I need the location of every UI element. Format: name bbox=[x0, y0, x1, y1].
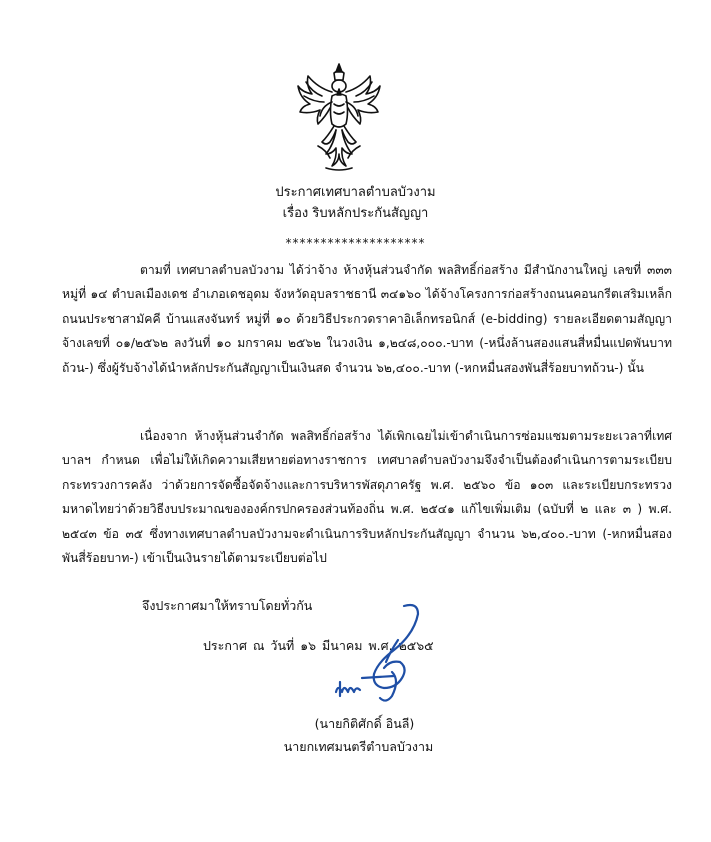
signer-name: (นายกิติศักดิ์ อินลี) bbox=[314, 716, 415, 731]
handwritten-signature bbox=[334, 600, 444, 710]
body-paragraph-1: ตามที่ เทศบาลตำบลบัวงาม ได้ว่าจ้าง ห้างหุ้นส่วนจำกัด พลสิทธิ์ก่อสร้าง มีสำนักงานใหญ่ เลขที่ ๓๓๓ หมู่ที่ ๑๔ ตำบลเมืองเดช อำเภอเดชอุดม จังหวัดอุบลราชธานี ๓๔๑๖๐ ได้จ้างโครงการก่อสร้างถนนคอนกรีตเสริมเหล็ก ถนนประชาสามัคคี บ้านแสงจันทร์ หมู่ที่ ๑๐ ด้วยวิธีประกวดราคาอิเล็กทรอนิกส์ (e-bidding) รายละเอียดตามสัญญาจ้างเลขที่ ๐๑/๒๕๖๒ ลงวันที่ ๑๐ มกราคม ๒๕๖๒ ในวงเงิน ๑,๒๔๘,๐๐๐.-บาท (-หนึ่งล้านสองแสนสี่หมื่นแปดพันบาทถ้วน-) ซึ่งผู้รับจ้างได้นำหลักประกันสัญญาเป็นเงินสด จำนวน ๖๒,๔๐๐.-บาท (-หกหมื่นสองพันสี่ร้อยบาทถ้วน-) นั้น bbox=[62, 263, 672, 375]
body-paragraph-2: เนื่องจาก ห้างหุ้นส่วนจำกัด พลสิทธิ์ก่อสร้าง ได้เพิกเฉยไม่เข้าดำเนินการซ่อมแซมตามระยะเวลาที่เทศบาลฯ กำหนด เพื่อไม่ให้เกิดความเสียหายต่อทางราชการ เทศบาลตำบลบัวงามจึงจำเป็นต้องดำเนินการตามระเบียบกระทรวงการคลัง ว่าด้วยการจัดซื้อจัดจ้างและการบริหารพัสดุภาครัฐ พ.ศ. ๒๕๖๐ ข้อ ๑๐๓ และระเบียบกระทรวงมหาดไทยว่าด้วยวิธีงบประมาณขององค์กรปกครองส่วนท้องถิ่น พ.ศ. ๒๕๔๑ แก้ไขเพิ่มเติม (ฉบับที่ ๒ และ ๓ ) พ.ศ. ๒๕๔๓ ข้อ ๓๕ ซึ่งทางเทศบาลตำบลบัวงามจะดำเนินการริบหลักประกันสัญญา จำนวน ๖๒,๔๐๐.-บาท (-หกหมื่นสองพันสี่ร้อยบาท-) เข้าเป็นเงินรายได้ตามระเบียบต่อไป bbox=[62, 429, 672, 566]
signer-block bbox=[0, 712, 711, 758]
signer-position: นายกเทศมนตรีตำบลบัวงาม bbox=[283, 739, 434, 754]
closing-statement: จึงประกาศมาให้ทราบโดยทั่วกัน bbox=[142, 598, 313, 613]
separator-line: ******************** bbox=[285, 236, 426, 250]
announcement-date: ประกาศ ณ วันที่ ๑๖ มีนาคม พ.ศ. ๒๕๖๕ bbox=[203, 638, 434, 653]
garuda-emblem-icon bbox=[296, 62, 382, 174]
announcement-header bbox=[0, 182, 711, 224]
announcement-subject: เรื่อง ริบหลักประกันสัญญา bbox=[282, 206, 429, 221]
announcement-title: ประกาศเทศบาลตำบลบัวงาม bbox=[275, 185, 436, 200]
